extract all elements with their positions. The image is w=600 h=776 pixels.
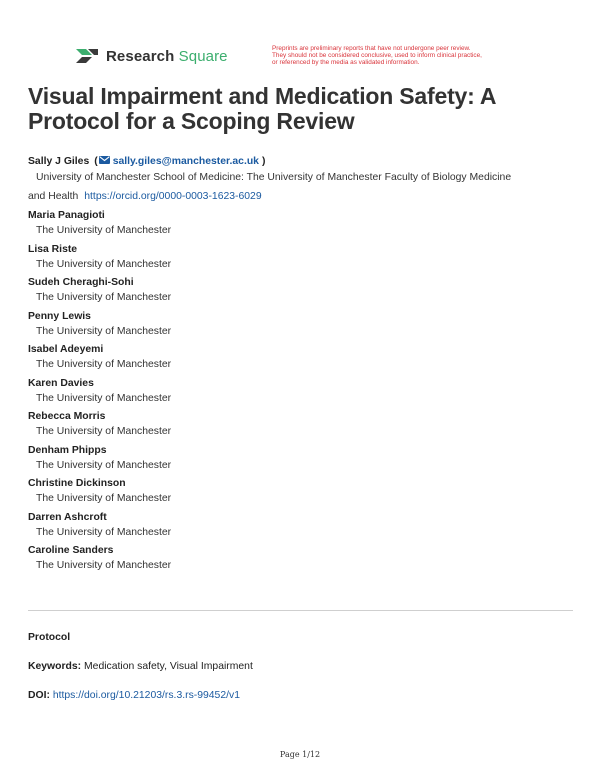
author-entry — [28, 511, 576, 542]
author-entry — [28, 209, 576, 240]
author-entry — [28, 243, 576, 274]
keywords-line — [28, 661, 253, 672]
author-name: Isabel Adeyemi — [28, 344, 104, 355]
author-affiliation: The University of Manchester — [36, 560, 172, 571]
affiliation-line-1: University of Manchester School of Medicine: The University of Manchester Faculty of Biology Medicine — [36, 172, 512, 183]
close-paren: ) — [261, 156, 266, 167]
page-number: Page 1/12 — [279, 750, 321, 759]
title-line-1: Visual Impairment and Medication Safety: A — [28, 83, 497, 109]
author-list — [28, 152, 576, 575]
logo-text-accent: Square — [178, 47, 228, 65]
author-affiliation: The University of Manchester — [36, 426, 172, 437]
open-paren: ( — [94, 156, 98, 167]
author-name: Sally J Giles — [28, 156, 90, 167]
author-entry — [28, 444, 576, 475]
author-affiliation: The University of Manchester — [36, 392, 172, 404]
author-entry — [28, 310, 576, 341]
affiliation-line-2: and Health — [28, 191, 79, 202]
article-type: Protocol — [28, 632, 71, 643]
research-square-logo[interactable] — [74, 46, 228, 66]
doi-link[interactable]: https://doi.org/10.21203/rs.3.rs-99452/v1 — [52, 690, 240, 701]
author-affiliation: The University of Manchester — [36, 526, 172, 538]
doi-line — [28, 690, 240, 701]
section-divider — [28, 610, 573, 611]
logo-text-main: Research — [106, 47, 175, 65]
corresponding-author — [28, 155, 576, 168]
title-line-2: Protocol for a Scoping Review — [28, 108, 355, 134]
author-name: Maria Panagioti — [28, 210, 105, 221]
author-affiliation: The University of Manchester — [36, 325, 172, 337]
author-affiliation — [28, 168, 576, 206]
orcid-link[interactable]: https://orcid.org/0000-0003-1623-6029 — [84, 191, 262, 202]
author-affiliation: The University of Manchester — [36, 459, 172, 471]
keywords-label: Keywords: — [28, 661, 82, 672]
disclaimer-line: They should not be considered conclusive, used to inform clinical practice, — [272, 52, 482, 60]
author-entry — [28, 276, 576, 307]
doi-label: DOI: — [28, 690, 50, 701]
author-name: Lisa Riste — [28, 243, 78, 255]
author-affiliation: The University of Manchester — [36, 359, 172, 370]
author-entry — [28, 477, 576, 508]
author-name: Sudeh Cheraghi-Sohi — [28, 277, 134, 288]
author-name: Caroline Sanders — [28, 545, 114, 556]
disclaimer-line: or referenced by the media as validated information. — [272, 59, 420, 67]
author-name: Rebecca Morris — [28, 411, 106, 422]
email-icon — [99, 155, 110, 168]
author-entry — [28, 410, 576, 441]
author-email-link[interactable]: sally.giles@manchester.ac.uk — [112, 156, 259, 167]
author-affiliation: The University of Manchester — [36, 493, 172, 504]
author-entry — [28, 343, 576, 374]
author-name: Karen Davies — [28, 377, 94, 389]
research-square-logo-icon — [74, 46, 100, 66]
author-affiliation: The University of Manchester — [36, 292, 172, 303]
author-entry — [28, 544, 576, 575]
author-name: Darren Ashcroft — [28, 511, 107, 523]
paper-title — [28, 84, 568, 134]
author-affiliation: The University of Manchester — [36, 225, 172, 236]
logo-wordmark — [106, 48, 228, 65]
author-affiliation: The University of Manchester — [36, 258, 172, 270]
author-name: Denham Phipps — [28, 444, 107, 456]
keywords-value: Medication safety, Visual Impairment — [84, 661, 253, 672]
disclaimer-line: Preprints are preliminary reports that have not undergone peer review. — [272, 45, 471, 52]
author-entry — [28, 377, 576, 408]
preprint-disclaimer — [272, 45, 542, 67]
author-name: Christine Dickinson — [28, 478, 126, 489]
author-name: Penny Lewis — [28, 310, 91, 322]
